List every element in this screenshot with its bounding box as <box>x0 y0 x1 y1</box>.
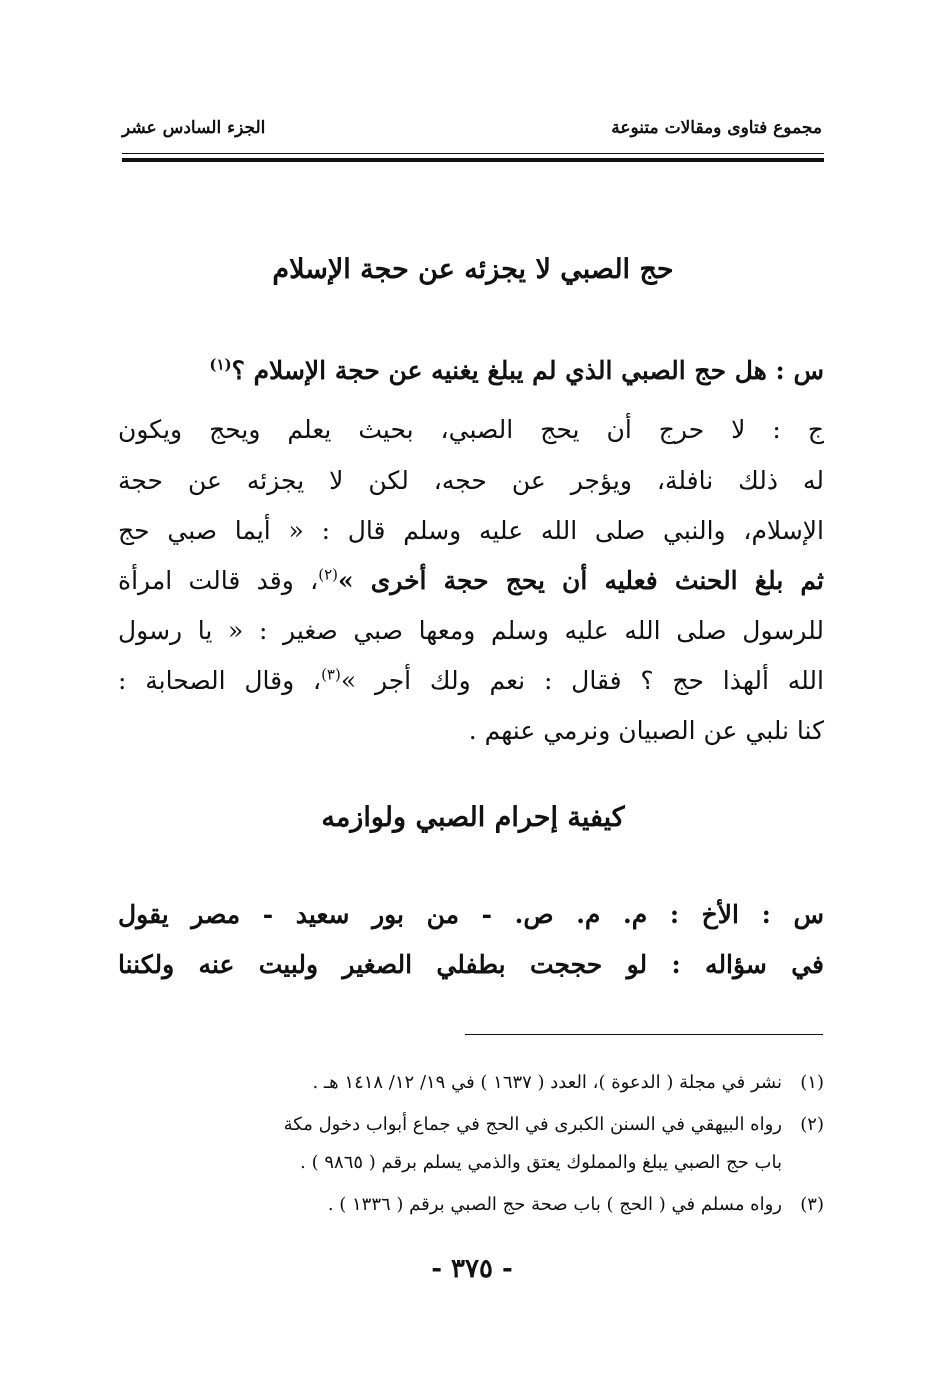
footnote-3-text: رواه مسلم في ( الحج ) باب صحة حج الصبي برقم ( ١٣٣٦ ) . <box>327 1194 782 1215</box>
footnote-1 <box>118 1072 824 1093</box>
answer-line-6-cont: ، وقال الصحابة : <box>118 666 322 695</box>
footnote-2-text: رواه البيهقي في السنن الكبرى في الحج في جماع أبواب دخول مكة <box>283 1114 782 1135</box>
answer-line-4-cont: ، وقد قالت امرأة <box>118 566 319 595</box>
footnote-3-number: (٣) <box>800 1194 824 1215</box>
header-rule-thick <box>122 158 824 162</box>
footnote-3 <box>118 1194 824 1215</box>
question-1-text: س : هل حج الصبي الذي لم يبلغ يغنيه عن حجة الإسلام ؟ <box>231 356 824 385</box>
header-rule-thin <box>122 153 824 154</box>
answer-line-6 <box>118 666 824 696</box>
footnote-2-number: (٢) <box>800 1114 824 1135</box>
question-2-line-2: في سؤاله : لو حججت بطفلي الصغير ولبيت عنه ولكننا <box>118 950 824 979</box>
answer-line-7: كنا نلبي عن الصبيان ونرمي عنهم . <box>468 716 824 745</box>
section-title-1: حج الصبي لا يجزئه عن حجة الإسلام <box>272 254 674 285</box>
running-header <box>122 118 822 148</box>
question-2-line-1: س : الأخ : م. م. ص. - من بور سعيد - مصر يقول <box>118 900 824 929</box>
hadith-quote-1: ثم بلغ الحنث فعليه أن يحج حجة أخرى » <box>337 566 824 595</box>
footnote-2 <box>118 1114 824 1135</box>
footnote-2-continued: باب حج الصبي يبلغ والمملوك يعتق والذمي يسلم برقم ( ٩٨٦٥ ) . <box>300 1152 782 1173</box>
answer-line-3: الإسلام، والنبي صلى الله عليه وسلم قال : « أيما صبي حج <box>118 516 824 545</box>
section-title-2: كيفية إحرام الصبي ولوازمه <box>321 802 625 833</box>
page-number: - ٣٧٥ - <box>431 1254 513 1284</box>
footnote-separator <box>465 1034 823 1035</box>
question-1 <box>118 356 824 386</box>
footnote-ref-2[interactable]: (٢) <box>318 565 338 584</box>
footnote-1-number: (١) <box>800 1072 824 1093</box>
volume-label: الجزء السادس عشر <box>122 118 266 138</box>
answer-line-4 <box>118 566 824 596</box>
book-title: مجموع فتاوى ومقالات متنوعة <box>611 118 822 138</box>
hadith-quote-2: الله ألهذا حج ؟ فقال : نعم ولك أجر » <box>340 666 824 695</box>
footnote-1-text: نشر في مجلة ( الدعوة )، العدد ( ١٦٣٧ ) في ١٩/ ١٢/ ١٤١٨ هـ . <box>312 1072 782 1093</box>
answer-line-1: ج : لا حرج أن يحج الصبي، بحيث يعلم ويحج ويكون <box>118 415 824 444</box>
footnote-ref-1[interactable]: (١) <box>209 355 232 374</box>
footnote-ref-3[interactable]: (٣) <box>321 665 341 684</box>
answer-line-2: له ذلك نافلة، ويؤجر عن حجه، لكن لا يجزئه عن حجة <box>118 466 824 495</box>
answer-line-5: للرسول صلى الله عليه وسلم ومعها صبي صغير : « يا رسول <box>118 616 824 645</box>
